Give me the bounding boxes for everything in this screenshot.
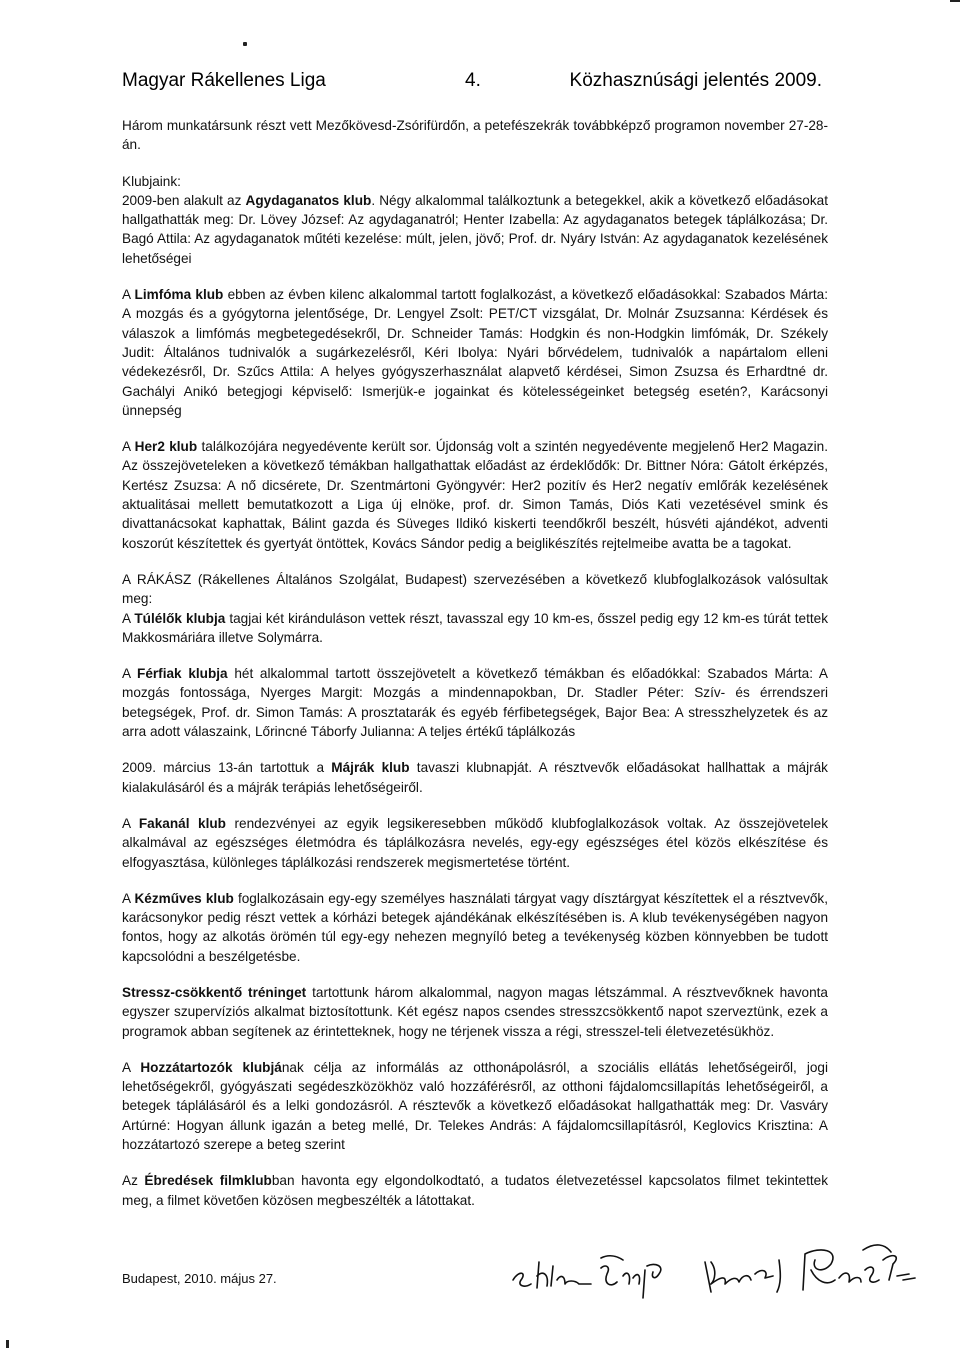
text-run: ebben az évben kilenc alkalommal tartott foglalkozást, a következő előadásokkal: Szabados Márta: A mozgás és a gyógytorna jelentősége, Dr. Lengyel Zsolt: PET/CT vizsgálat, Dr. Molnár Zsuzsanna: Kérdések és válaszok a limfómás megbetegedésekről, Dr. Schneider Tamás: Hodgkin és non-Hodgkin limfómák, Dr. Székely Judit: Általános tudnivalók a sugárkezelésről, Kéri Ibolya: Nyári bőrvédelem, tudnivalók a napártalom elleni védekezésről, Dr. Szűcs Attila: A helyes gyógyszerhasználat alapvető kérdései, Simon Zsuzsa és Erhardtné dr. Gachályi Anikó betegjogi képviselő: Ismerjük-e jogainkat és kötelességeinket betegség esetén?, Karácsonyi ünnepség bbox=[122, 287, 828, 418]
bold-text: Limfóma klub bbox=[134, 287, 224, 303]
bold-text: Agydaganatos klub bbox=[245, 192, 372, 208]
text-run: tagjai két kiránduláson vettek részt, tavasszal egy 10 km-es, ősszel pedig egy 12 km-es túrát tettek Makkosmáriára illetve Solymárra. bbox=[122, 610, 828, 645]
paragraph bbox=[122, 437, 828, 553]
text-run: A bbox=[122, 287, 135, 303]
paragraph bbox=[122, 570, 828, 609]
report-title: Közhasznúsági jelentés 2009. bbox=[569, 70, 822, 91]
paragraph bbox=[122, 609, 828, 648]
page-number: 4. bbox=[465, 70, 481, 91]
bold-text: Kézműves klub bbox=[134, 890, 234, 906]
text-run: A bbox=[122, 610, 135, 626]
text-run: Három munkatársunk részt vett Mezőkövesd-Zsórifürdőn, a petefészekrák továbbképző programon november 27-28-án. bbox=[122, 118, 828, 153]
signatures-image bbox=[505, 1240, 925, 1310]
paragraph bbox=[122, 664, 828, 741]
text-run: A bbox=[122, 815, 139, 831]
paragraph bbox=[122, 191, 828, 268]
text-run: 2009. március 13-án tartottuk a bbox=[122, 760, 332, 776]
text-run: A bbox=[122, 1059, 141, 1075]
bold-text: Her2 klub bbox=[134, 439, 198, 455]
text-run: Az bbox=[122, 1173, 145, 1189]
scan-edge-mark bbox=[950, 0, 960, 2]
text-run: rendezvényei az egyik legsikeresebben működő klubfoglalkozások voltak. Az összejövetelek alkalmával az egészséges életmódra és táplálkozásra nevelés, egy-egy egészséges étel közös elkészítése és elfogyasztása, különleges táplálkozási rendszerek megismertetése történt. bbox=[122, 815, 828, 870]
text-run: nak célja az informálás az otthonápolásról, a szociális ellátás lehetőségeiről, jogi lehetőségekről, gyógyászati segédeszközökhöz való hozzáférésről, az otthoni fájdalomcsillapítás lehetőségeiről, a betegek táplálásáról és a lelki gondozásról. A résztevők a következő előadásokat hallgathatták meg: Dr. Vasváry Artúrné: Hogyan állunk igazán a beteg mellé, Dr. Telekes András: A fájdalomcsillapításról, Keglovics Krisztina: A hozzátartozó szerepe a beteg szerint bbox=[122, 1059, 829, 1153]
paragraph bbox=[122, 1058, 828, 1154]
scan-edge-mark-bottom bbox=[6, 1340, 9, 1348]
text-run: hét alkalommal tartott összejövetelt a következő témákban és előadókkal: Szabados Márta: A mozgás fontossága, Nyerges Margit: Mozgás a mindennapokban, Dr. Stadler Péter: Szív- és érrendszeri betegségek, Prof. dr. Simon Tamás: A prosztatarák és egyéb férfibetegségek, Bajor Bea: A stresszhelyzetek és az arra adott válaszaink, Lőrincné Táborfy Julianna: A teljes értékű táplálkozás bbox=[122, 666, 829, 740]
bold-text: Stressz-csökkentő tréninget bbox=[122, 984, 307, 1000]
text-run: foglalkozásain egy-egy személyes használati tárgyat vagy dísztárgyat készítettek el a résztvevők, karácsonykor pedig részt vettek a kórházi betegek ajándékának elkészítésében is. A klub tevékenységében nagyon fontos, hogy az alkotás örömén túl egy-egy nehezen megnyíló beteg a tevékenység közben könnyebben be tudott kapcsolódni a beszélgetésbe. bbox=[122, 890, 828, 964]
bold-text: Ébredések filmklub bbox=[144, 1173, 272, 1189]
text-run: A bbox=[122, 666, 138, 682]
paragraph bbox=[122, 814, 828, 872]
text-run: tartottunk három alkalommal, nagyon magas létszámmal. A résztvevőknek havonta egyszer szupervíziós alkalmat biztosítottunk. Két egész napos csendes stresszcsökkentő napot szerveztünk, ezek a programok abban segítenek az érintetteknek, hogy ne térjenek vissza a régi, stresszel-teli életvezetésükhöz. bbox=[122, 984, 828, 1039]
bold-text: Májrák klub bbox=[331, 760, 410, 776]
text-run: 2009-ben alakult az bbox=[122, 192, 246, 208]
bold-text: Férfiak klubja bbox=[137, 666, 228, 682]
scan-speck bbox=[243, 42, 247, 46]
body-text bbox=[122, 116, 828, 1227]
text-run: ban havonta egy elgondolkodtató, a tudatos életvezetéssel kapcsolatos filmet tekintettek meg, a filmet követően közösen megbeszélték a látottakat. bbox=[122, 1173, 828, 1208]
text-run: . Négy alkalommal találkoztunk a betegekkel, akik a következő előadásokat hallgathatták meg: Dr. Lövey József: Az agydaganatról; Henter Izabella: Az agydaganatos betegek táplálkozása; Dr. Bagó Attila: Az agydaganatok műtéti kezelése: múlt, jelen, jövő; Prof. dr. Nyáry István: Az agydaganatok kezelésének lehetőségei bbox=[122, 192, 829, 266]
signature-stroke bbox=[513, 1273, 531, 1286]
text-run: A RÁKÁSZ (Rákellenes Általános Szolgálat, Budapest) szervezésében a következő klubfoglalkozások valósultak meg: bbox=[122, 571, 828, 607]
paragraph bbox=[122, 116, 828, 155]
paragraph bbox=[122, 172, 828, 191]
paragraph bbox=[122, 983, 828, 1041]
date-place: Budapest, 2010. május 27. bbox=[122, 1271, 277, 1286]
text-run: A bbox=[122, 890, 135, 906]
text-run: tavaszi klubnapját. A résztvevők előadásokat hallhattak a májrák kialakulásáról és a májrák terápiás lehetőségeiről. bbox=[122, 760, 828, 795]
bold-text: Hozzátartozók klubjá bbox=[140, 1059, 282, 1075]
bold-text: Túlélők klubja bbox=[134, 610, 226, 626]
bold-text: Fakanál klub bbox=[138, 815, 226, 831]
text-run: találkozójára negyedévente került sor. Újdonság volt a szintén negyedévente megjelenő Her2 Magazin. Az összejöveteleken a következő témákban hallgathattak előadást az érdeklődők: Dr. Bittner Nóra: Gátolt érképzés, Kertész Zsuzsa: A nő dicsérete, Dr. Szentmártoni Gyöngyvér: Her2 pozitív és Her2 negatív emlőrák kezelésének aktualitásai mellett bemutatkozott a Liga új elnöke, prof. dr. Simon Tamás, Diós Kati vezetésével smink és divattanácsokat kaphattak, Bálint gazda és Süveges Ildikó kiskerti teendőkről beszélt, húsvéti ajándékot, adventi koszorút készítettek és gyertyát öntöttek, Kovács Sándor pedig a beiglikészítés rejtelmeibe avatta be a tagokat. bbox=[122, 439, 829, 551]
paragraph bbox=[122, 1171, 828, 1210]
page-header bbox=[122, 70, 822, 98]
organization-name: Magyar Rákellenes Liga bbox=[122, 70, 326, 91]
paragraph bbox=[122, 758, 828, 797]
text-run: A bbox=[122, 439, 135, 455]
text-run: Klubjaink: bbox=[122, 173, 181, 189]
paragraph bbox=[122, 285, 828, 420]
paragraph bbox=[122, 889, 828, 966]
